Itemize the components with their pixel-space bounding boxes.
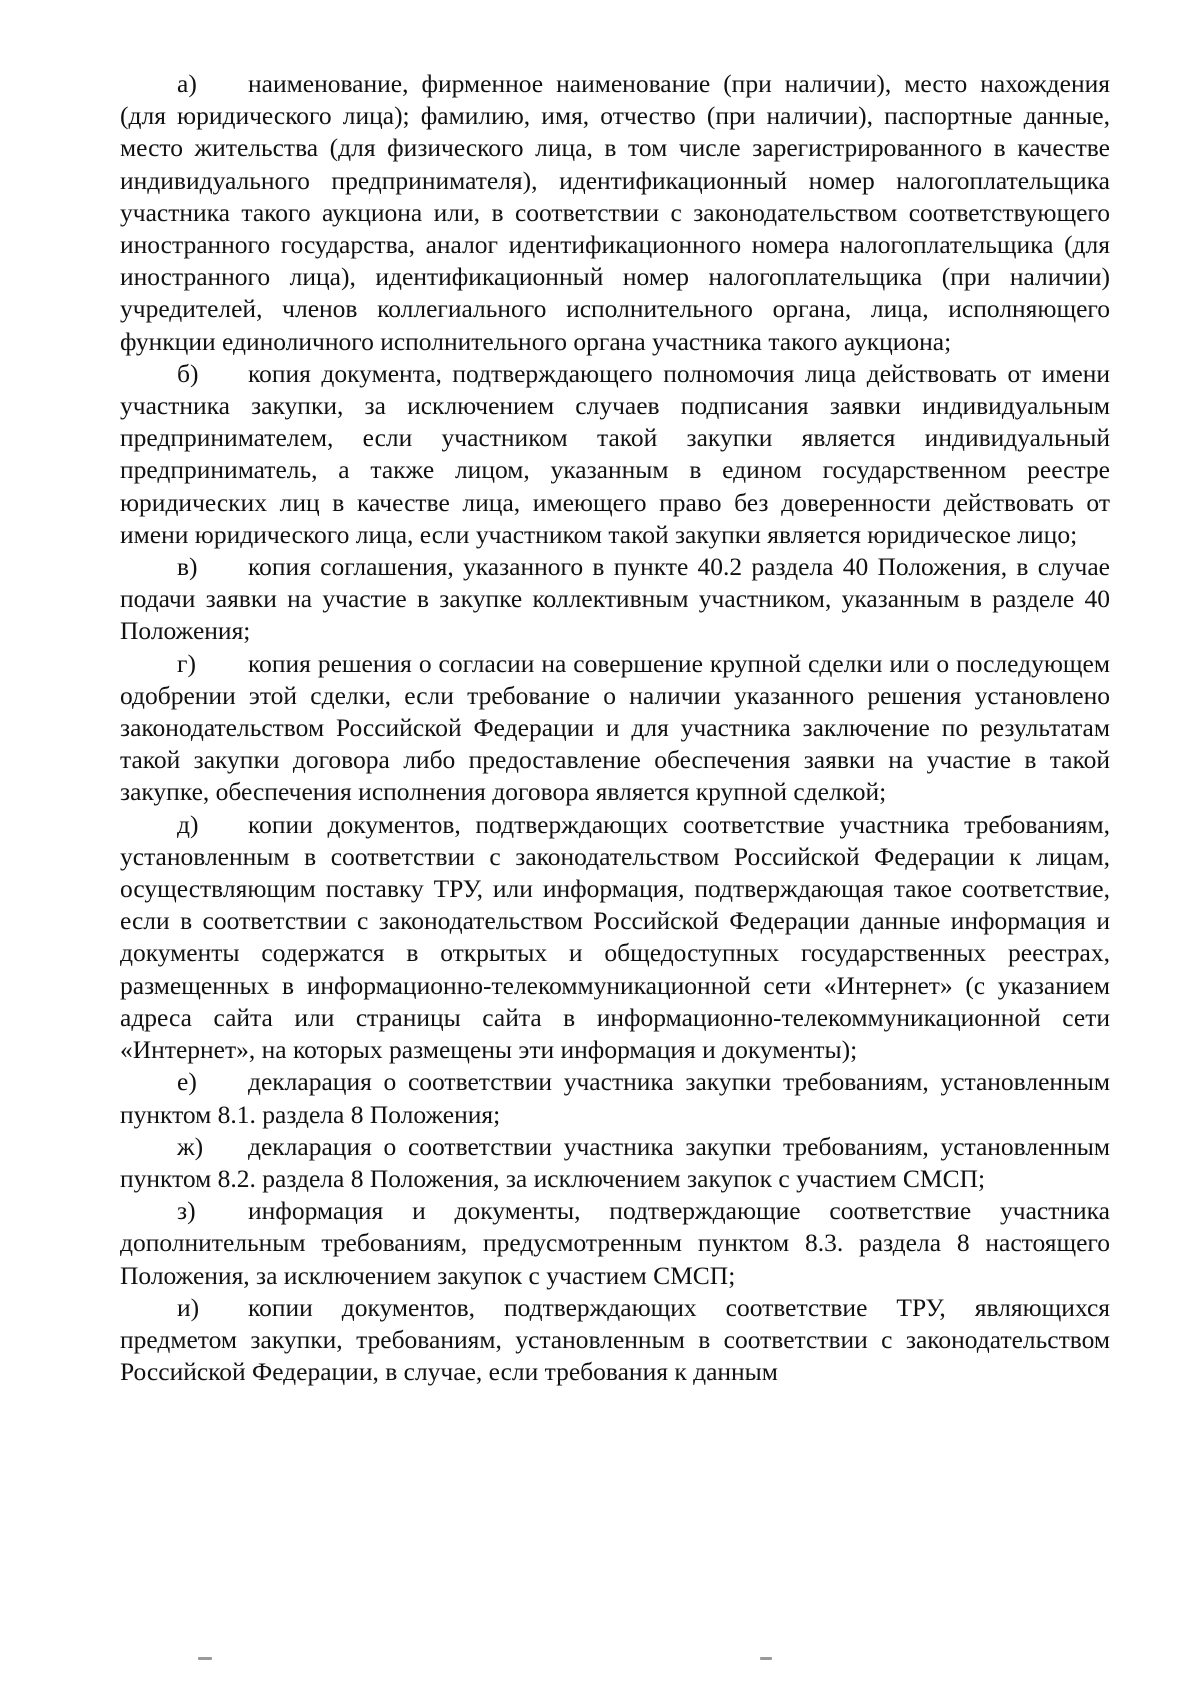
list-item-i [120,1292,1110,1389]
scan-artifact-mark [198,1657,212,1660]
scan-artifact-mark [760,1657,772,1660]
list-marker: з) [177,1196,196,1226]
list-marker: г) [177,648,196,678]
list-item-text: копия решения о согласии на совершение крупной сделки или о последующем одобрении этой сделки, если требование о наличии указанного решения установлено законодательством Российской Федерации и для участника заключение по результатам такой закупки договора либо предоставление обеспечения заявки на участие в такой закупке, обеспечения исполнения договора является крупной сделкой; [120,648,1110,807]
list-item-e [120,1066,1110,1130]
list-marker: б) [177,358,199,388]
list-marker: ж) [177,1131,204,1161]
list-item-text: наименование, фирменное наименование (при наличии), место нахождения (для юридического лица); фамилию, имя, отчество (при наличии), паспортные данные, место жительства (для физического лица, в том числе зарегистрированного в качестве индивидуального предпринимателя), идентификационный номер налогоплательщика участника такого аукциона или, в соответствии с законодательством соответствующего иностранного государства, аналог идентификационного номера налогоплательщика (для иностранного лица), идентификационный номер налогоплательщика (при наличии) учредителей, членов коллегиального исполнительного органа, лица, исполняющего функции единоличного исполнительного органа участника такого аукциона; [120,69,1110,356]
list-marker: в) [177,552,198,582]
list-marker: д) [177,809,199,839]
list-item-text: копия документа, подтверждающего полномочия лица действовать от имени участника закупки, за исключением случаев подписания заявки индивидуальным предпринимателем, если участником такой закупки является индивидуальный предприниматель, а также лицом, указанным в едином государственном реестре юридических лиц в качестве лица, имеющего право без доверенности действовать от имени юридического лица, если участником такой закупки является юридическое лицо; [120,358,1110,549]
list-item-text: декларация о соответствии участника закупки требованиям, установленным пунктом 8.2. раздела 8 Положения, за исключением закупок с участием СМСП; [120,1131,1110,1193]
list-marker: а) [177,69,197,98]
list-item-zh [120,1131,1110,1195]
list-marker: е) [177,1067,197,1097]
list-item-text: декларация о соответствии участника закупки требованиям, установленным пунктом 8.1. раздела 8 Положения; [120,1067,1110,1129]
list-item-text: копии документов, подтверждающих соответствие участника требованиям, установленным в соответствии с законодательством Российской Федерации к лицам, осуществляющим поставку ТРУ, или информация, подтверждающая такое соответствие, если в соответствии с законодательством Российской Федерации данные информация и документы содержатся в открытых и общедоступных государственных реестрах, размещенных в информационно-телекоммуникационной сети «Интернет» (с указанием адреса сайта или страницы сайта в информационно-телекоммуникационной сети «Интернет», на которых размещены эти информация и документы); [120,809,1110,1065]
list-item-g [120,648,1110,809]
list-item-v [120,551,1110,648]
list-item-text: копия соглашения, указанного в пункте 40.2 раздела 40 Положения, в случае подачи заявки на участие в закупке коллективным участником, указанным в разделе 40 Положения; [120,552,1110,646]
list-marker: и) [177,1292,200,1322]
list-item-text: информация и документы, подтверждающие соответствие участника дополнительным требованиям, предусмотренным пунктом 8.3. раздела 8 настоящего Положения, за исключением закупок с участием СМСП; [120,1196,1110,1290]
document-body [120,68,1110,1388]
list-item-d [120,809,1110,1067]
list-item-text: копии документов, подтверждающих соответствие ТРУ, являющихся предметом закупки, требованиям, установленным в соответствии с законодательством Российской Федерации, в случае, если требования к данным [120,1292,1110,1387]
list-item-b [120,358,1110,551]
list-item-z [120,1195,1110,1292]
list-item-a [120,68,1110,358]
